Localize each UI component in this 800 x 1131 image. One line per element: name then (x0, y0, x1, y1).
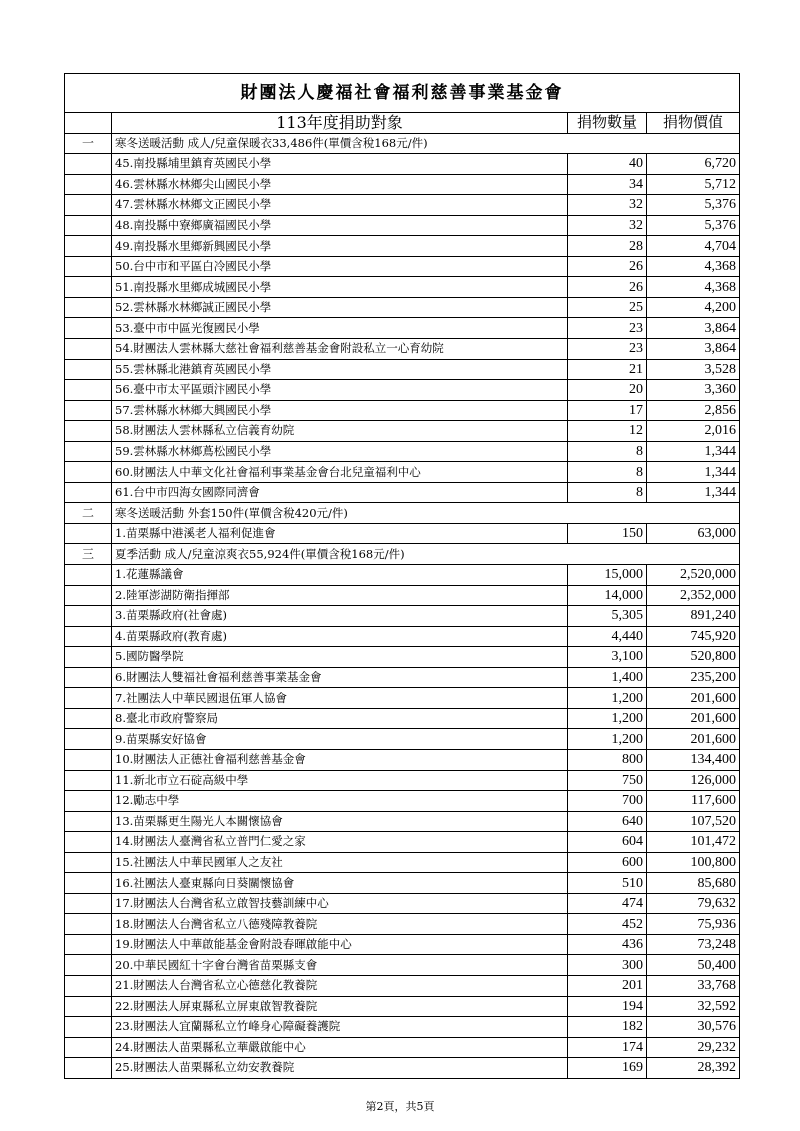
section-header-row (65, 133, 740, 154)
donation-qty: 4,440 (568, 626, 647, 647)
donation-value: 3,528 (647, 359, 740, 380)
recipient-name: 15.社團法人中華民國軍人之友社 (112, 852, 568, 873)
donation-value: 79,632 (647, 893, 740, 914)
donation-qty: 26 (568, 256, 647, 277)
table-row (65, 441, 740, 462)
donation-value: 107,520 (647, 811, 740, 832)
row-blank-cell (65, 811, 112, 832)
table-row (65, 955, 740, 976)
header-target: 113年度捐助對象 (112, 113, 568, 134)
recipient-name: 16.社團法人臺東縣向日葵關懷協會 (112, 873, 568, 894)
table-row (65, 1037, 740, 1058)
row-blank-cell (65, 688, 112, 709)
table-row (65, 914, 740, 935)
donation-qty: 1,200 (568, 729, 647, 750)
section-title: 寒冬送暖活動 外套150件(單價含稅420元/件) (112, 503, 740, 524)
donation-qty: 26 (568, 277, 647, 298)
row-blank-cell (65, 606, 112, 627)
recipient-name: 46.雲林縣水林鄉尖山國民小學 (112, 174, 568, 195)
table-row (65, 215, 740, 236)
donation-value: 891,240 (647, 606, 740, 627)
donation-value: 2,520,000 (647, 565, 740, 586)
row-blank-cell (65, 770, 112, 791)
table-row (65, 318, 740, 339)
row-blank-cell (65, 708, 112, 729)
donation-value: 745,920 (647, 626, 740, 647)
table-row (65, 174, 740, 195)
recipient-name: 52.雲林縣水林鄉誠正國民小學 (112, 297, 568, 318)
donation-value: 1,344 (647, 462, 740, 483)
section-title: 寒冬送暖活動 成人/兒童保暖衣33,486件(單價含稅168元/件) (112, 133, 740, 154)
donation-qty: 21 (568, 359, 647, 380)
row-blank-cell (65, 277, 112, 298)
row-blank-cell (65, 380, 112, 401)
donation-qty: 28 (568, 236, 647, 257)
row-blank-cell (65, 1017, 112, 1038)
recipient-name: 18.財團法人台灣省私立八德殘障教養院 (112, 914, 568, 935)
donation-value: 75,936 (647, 914, 740, 935)
recipient-name: 58.財團法人雲林縣私立信義育幼院 (112, 421, 568, 442)
header-value: 捐物價值 (647, 113, 740, 134)
recipient-name: 56.臺中市太平區頭汴國民小學 (112, 380, 568, 401)
section-number: 三 (65, 544, 112, 565)
table-row (65, 852, 740, 873)
donation-qty: 800 (568, 749, 647, 770)
donation-qty: 169 (568, 1058, 647, 1079)
recipient-name: 19.財團法人中華啟能基金會附設春暉啟能中心 (112, 934, 568, 955)
donation-qty: 300 (568, 955, 647, 976)
section-number: 二 (65, 503, 112, 524)
table-row (65, 647, 740, 668)
donation-value: 100,800 (647, 852, 740, 873)
donation-qty: 32 (568, 195, 647, 216)
donation-qty: 150 (568, 523, 647, 544)
donation-value: 4,368 (647, 256, 740, 277)
donation-value: 63,000 (647, 523, 740, 544)
recipient-name: 5.國防醫學院 (112, 647, 568, 668)
row-blank-cell (65, 975, 112, 996)
row-blank-cell (65, 339, 112, 360)
donation-value: 29,232 (647, 1037, 740, 1058)
table-row (65, 770, 740, 791)
recipient-name: 12.勵志中學 (112, 791, 568, 812)
recipient-name: 3.苗栗縣政府(社會處) (112, 606, 568, 627)
donation-qty: 12 (568, 421, 647, 442)
donation-qty: 1,200 (568, 708, 647, 729)
recipient-name: 17.財團法人台灣省私立啟智技藝訓練中心 (112, 893, 568, 914)
donation-qty: 5,305 (568, 606, 647, 627)
donation-qty: 8 (568, 462, 647, 483)
recipient-name: 50.台中市和平區白冷國民小學 (112, 256, 568, 277)
donation-value: 101,472 (647, 832, 740, 853)
recipient-name: 60.財團法人中華文化社會福利事業基金會台北兒童福利中心 (112, 462, 568, 483)
row-blank-cell (65, 154, 112, 175)
section-header-row (65, 503, 740, 524)
row-blank-cell (65, 195, 112, 216)
recipient-name: 47.雲林縣水林鄉文正國民小學 (112, 195, 568, 216)
donation-value: 32,592 (647, 996, 740, 1017)
section-title: 夏季活動 成人/兒童涼爽衣55,924件(單價含稅168元/件) (112, 544, 740, 565)
donation-qty: 14,000 (568, 585, 647, 606)
donation-value: 134,400 (647, 749, 740, 770)
table-row (65, 626, 740, 647)
donation-qty: 23 (568, 339, 647, 360)
donation-qty: 34 (568, 174, 647, 195)
table-row (65, 359, 740, 380)
donation-qty: 17 (568, 400, 647, 421)
section-number: 一 (65, 133, 112, 154)
table-row (65, 975, 740, 996)
recipient-name: 22.財團法人屏東縣私立屏東啟智教養院 (112, 996, 568, 1017)
donation-value: 201,600 (647, 708, 740, 729)
table-row (65, 462, 740, 483)
recipient-name: 25.財團法人苗栗縣私立幼安教養院 (112, 1058, 568, 1079)
recipient-name: 54.財團法人雲林縣大慈社會福利慈善基金會附設私立一心育幼院 (112, 339, 568, 360)
header-blank-cell (65, 113, 112, 134)
donation-qty: 700 (568, 791, 647, 812)
table-row (65, 482, 740, 503)
donation-qty: 8 (568, 441, 647, 462)
recipient-name: 24.財團法人苗栗縣私立華嚴啟能中心 (112, 1037, 568, 1058)
donation-value: 50,400 (647, 955, 740, 976)
recipient-name: 11.新北市立石碇高級中學 (112, 770, 568, 791)
recipient-name: 1.花蓮縣議會 (112, 565, 568, 586)
row-blank-cell (65, 914, 112, 935)
row-blank-cell (65, 462, 112, 483)
donation-value: 4,368 (647, 277, 740, 298)
donation-value: 520,800 (647, 647, 740, 668)
donation-value: 73,248 (647, 934, 740, 955)
recipient-name: 14.財團法人臺灣省私立普門仁愛之家 (112, 832, 568, 853)
donation-qty: 25 (568, 297, 647, 318)
header-qty: 捐物數量 (568, 113, 647, 134)
title-row (65, 74, 740, 113)
recipient-name: 45.南投縣埔里鎮育英國民小學 (112, 154, 568, 175)
donation-value: 126,000 (647, 770, 740, 791)
donation-qty: 1,200 (568, 688, 647, 709)
donation-value: 2,016 (647, 421, 740, 442)
recipient-name: 9.苗栗縣安好協會 (112, 729, 568, 750)
row-blank-cell (65, 482, 112, 503)
page-footer: 第2頁，共5頁 (365, 1100, 435, 1113)
table-row (65, 934, 740, 955)
row-blank-cell (65, 729, 112, 750)
row-blank-cell (65, 215, 112, 236)
recipient-name: 21.財團法人台灣省私立心德慈化教養院 (112, 975, 568, 996)
table-row (65, 791, 740, 812)
donation-value: 28,392 (647, 1058, 740, 1079)
table-row (65, 523, 740, 544)
table-row (65, 873, 740, 894)
recipient-name: 7.社團法人中華民國退伍軍人協會 (112, 688, 568, 709)
table-row (65, 256, 740, 277)
row-blank-cell (65, 585, 112, 606)
recipient-name: 55.雲林縣北港鎮育英國民小學 (112, 359, 568, 380)
row-blank-cell (65, 667, 112, 688)
table-row (65, 380, 740, 401)
table-row (65, 811, 740, 832)
donation-qty: 40 (568, 154, 647, 175)
donation-value: 5,376 (647, 215, 740, 236)
row-blank-cell (65, 359, 112, 380)
donation-value: 2,856 (647, 400, 740, 421)
table-row (65, 195, 740, 216)
donation-qty: 15,000 (568, 565, 647, 586)
recipient-name: 6.財團法人雙福社會福利慈善事業基金會 (112, 667, 568, 688)
donation-value: 6,720 (647, 154, 740, 175)
row-blank-cell (65, 441, 112, 462)
recipient-name: 53.臺中市中區光復國民小學 (112, 318, 568, 339)
row-blank-cell (65, 1037, 112, 1058)
row-blank-cell (65, 297, 112, 318)
table-row (65, 667, 740, 688)
donation-value: 117,600 (647, 791, 740, 812)
recipient-name: 49.南投縣水里鄉新興國民小學 (112, 236, 568, 257)
table-row (65, 708, 740, 729)
table-row (65, 339, 740, 360)
document-title: 財團法人慶福社會福利慈善事業基金會 (65, 74, 740, 113)
donation-qty: 182 (568, 1017, 647, 1038)
donation-value: 201,600 (647, 688, 740, 709)
row-blank-cell (65, 832, 112, 853)
table-row (65, 1017, 740, 1038)
row-blank-cell (65, 565, 112, 586)
recipient-name: 4.苗栗縣政府(教育處) (112, 626, 568, 647)
row-blank-cell (65, 955, 112, 976)
donation-value: 4,200 (647, 297, 740, 318)
recipient-name: 2.陸軍澎湖防衛指揮部 (112, 585, 568, 606)
table-row (65, 154, 740, 175)
recipient-name: 57.雲林縣水林鄉大興國民小學 (112, 400, 568, 421)
table-row (65, 236, 740, 257)
recipient-name: 51.南投縣水里鄉成城國民小學 (112, 277, 568, 298)
table-row (65, 893, 740, 914)
table-row (65, 565, 740, 586)
row-blank-cell (65, 852, 112, 873)
row-blank-cell (65, 523, 112, 544)
table-row (65, 277, 740, 298)
recipient-name: 20.中華民國紅十字會台灣省苗栗縣支會 (112, 955, 568, 976)
table-row (65, 832, 740, 853)
donation-qty: 3,100 (568, 647, 647, 668)
row-blank-cell (65, 749, 112, 770)
row-blank-cell (65, 647, 112, 668)
table-row (65, 1058, 740, 1079)
row-blank-cell (65, 791, 112, 812)
row-blank-cell (65, 996, 112, 1017)
recipient-name: 23.財團法人宜蘭縣私立竹峰身心障礙養護院 (112, 1017, 568, 1038)
donation-qty: 194 (568, 996, 647, 1017)
donation-value: 1,344 (647, 441, 740, 462)
row-blank-cell (65, 174, 112, 195)
row-blank-cell (65, 873, 112, 894)
donation-value: 33,768 (647, 975, 740, 996)
donation-value: 30,576 (647, 1017, 740, 1038)
donation-qty: 640 (568, 811, 647, 832)
donation-value: 1,344 (647, 482, 740, 503)
donation-qty: 174 (568, 1037, 647, 1058)
recipient-name: 8.臺北市政府警察局 (112, 708, 568, 729)
donation-value: 85,680 (647, 873, 740, 894)
table-row (65, 297, 740, 318)
recipient-name: 48.南投縣中寮鄉廣福國民小學 (112, 215, 568, 236)
donation-qty: 452 (568, 914, 647, 935)
table-row (65, 421, 740, 442)
donation-qty: 510 (568, 873, 647, 894)
table-row (65, 996, 740, 1017)
donation-qty: 201 (568, 975, 647, 996)
donation-value: 3,864 (647, 318, 740, 339)
donation-qty: 1,400 (568, 667, 647, 688)
row-blank-cell (65, 256, 112, 277)
recipient-name: 61.台中市四海女國際同濟會 (112, 482, 568, 503)
donation-qty: 600 (568, 852, 647, 873)
donation-qty: 604 (568, 832, 647, 853)
donation-value: 5,712 (647, 174, 740, 195)
header-row (65, 113, 740, 134)
table-row (65, 606, 740, 627)
recipient-name: 13.苗栗縣更生陽光人本關懷協會 (112, 811, 568, 832)
donation-value: 3,360 (647, 380, 740, 401)
row-blank-cell (65, 421, 112, 442)
row-blank-cell (65, 236, 112, 257)
donation-qty: 750 (568, 770, 647, 791)
row-blank-cell (65, 400, 112, 421)
donation-value: 3,864 (647, 339, 740, 360)
donation-qty: 23 (568, 318, 647, 339)
donation-qty: 32 (568, 215, 647, 236)
table-row (65, 400, 740, 421)
table-row (65, 749, 740, 770)
donation-qty: 436 (568, 934, 647, 955)
donation-value: 201,600 (647, 729, 740, 750)
row-blank-cell (65, 934, 112, 955)
donation-value: 2,352,000 (647, 585, 740, 606)
donation-value: 5,376 (647, 195, 740, 216)
row-blank-cell (65, 318, 112, 339)
donation-table (64, 73, 740, 1079)
table-row (65, 585, 740, 606)
row-blank-cell (65, 893, 112, 914)
donation-qty: 474 (568, 893, 647, 914)
table-row (65, 688, 740, 709)
donation-value: 235,200 (647, 667, 740, 688)
recipient-name: 59.雲林縣水林鄉蔦松國民小學 (112, 441, 568, 462)
donation-qty: 20 (568, 380, 647, 401)
section-header-row (65, 544, 740, 565)
row-blank-cell (65, 1058, 112, 1079)
donation-qty: 8 (568, 482, 647, 503)
donation-value: 4,704 (647, 236, 740, 257)
row-blank-cell (65, 626, 112, 647)
recipient-name: 1.苗栗縣中港溪老人福利促進會 (112, 523, 568, 544)
recipient-name: 10.財團法人正德社會福利慈善基金會 (112, 749, 568, 770)
table-row (65, 729, 740, 750)
